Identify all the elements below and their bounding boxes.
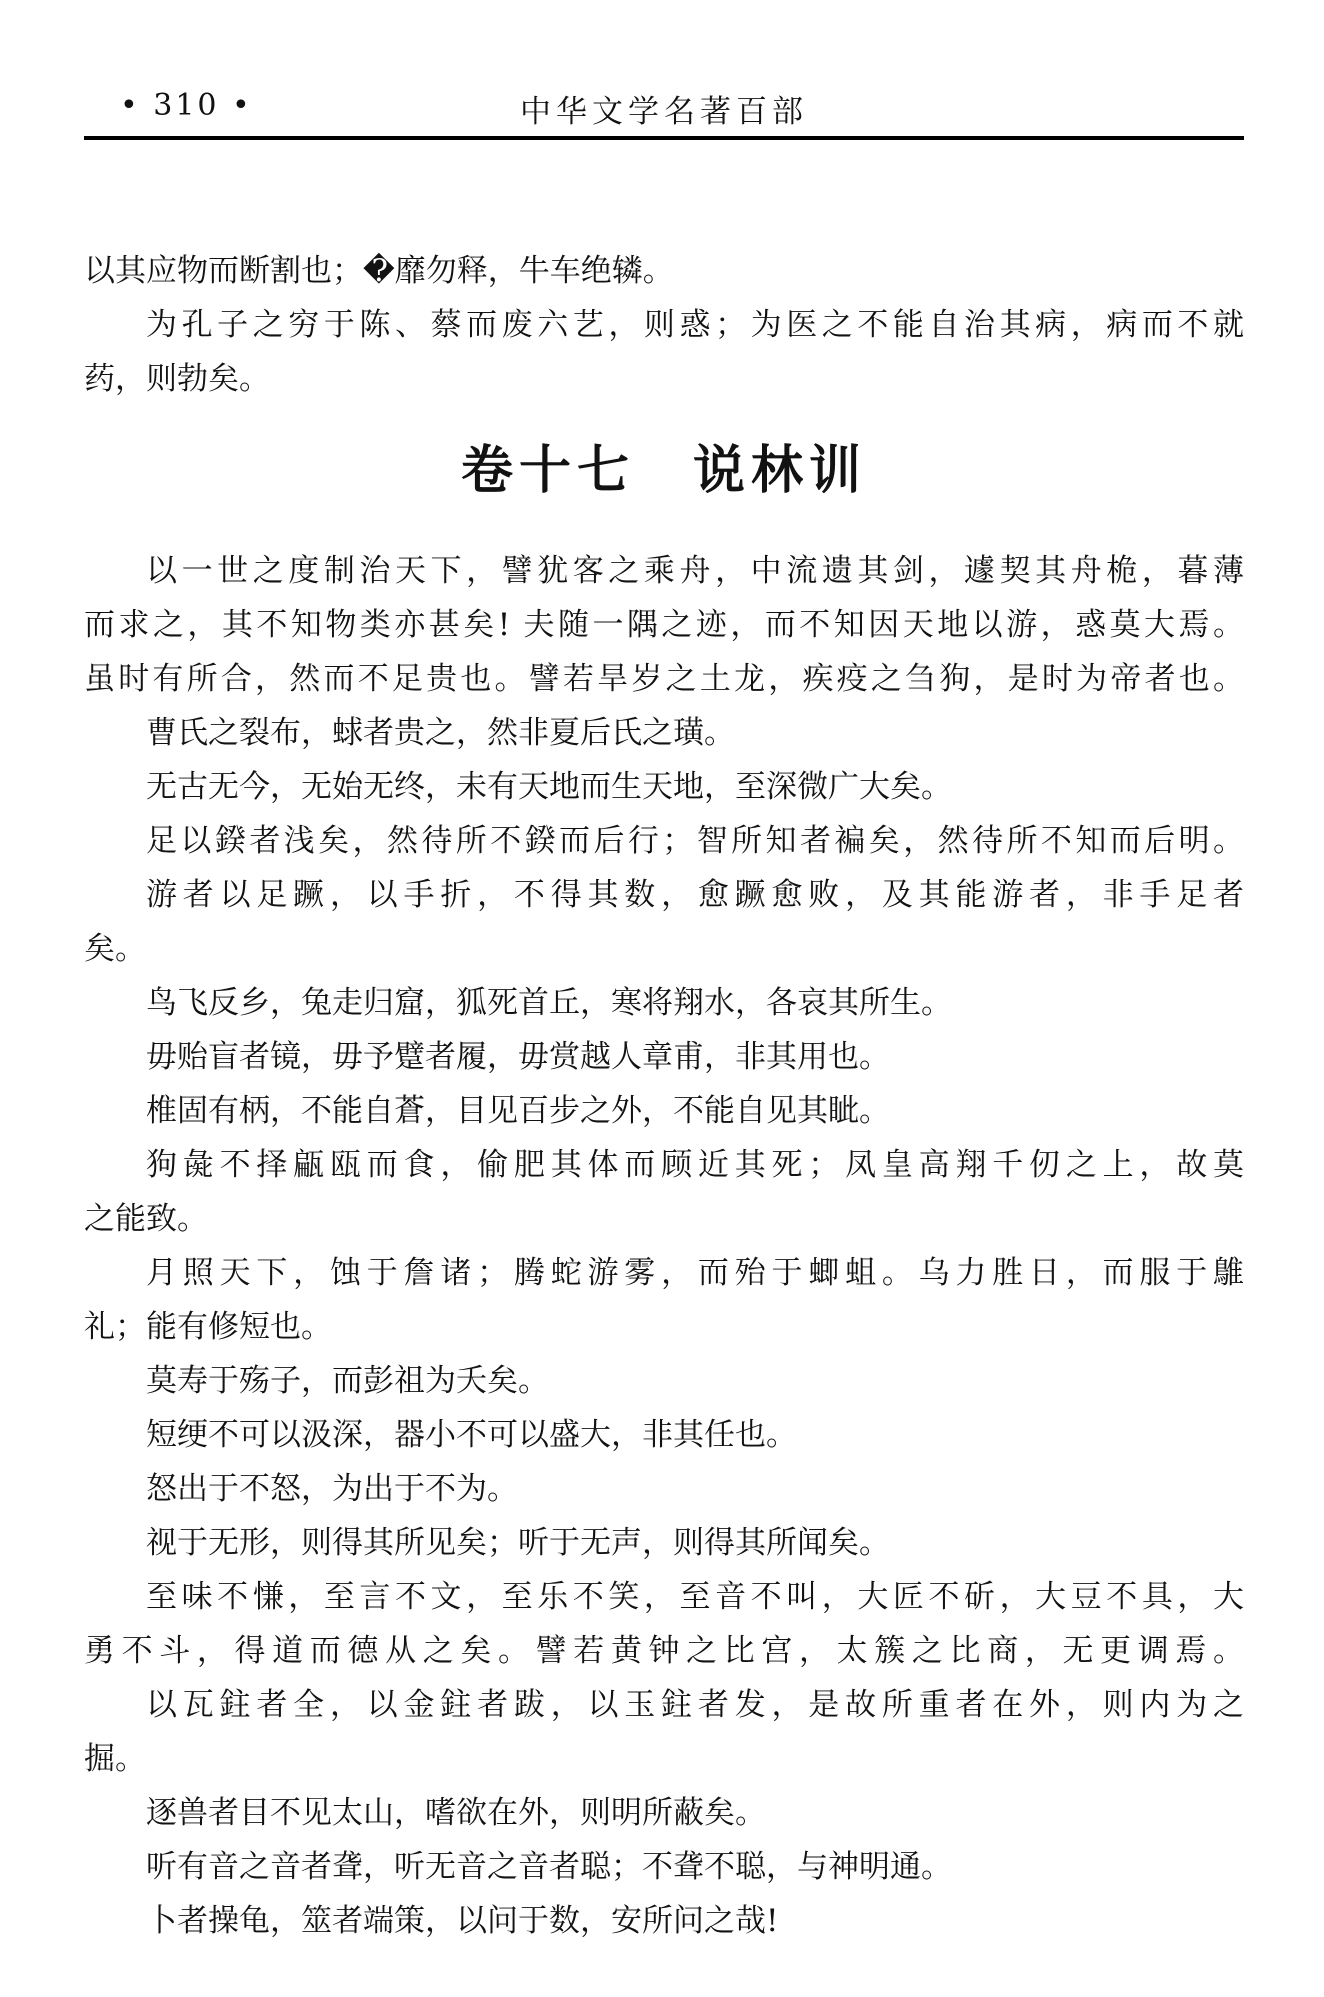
series-title: 中华文学名著百部 [520,94,808,130]
text-line: 卜者操龟，筮者端策，以问于数，安所问之哉! [146,1903,779,1939]
text-line: 以一世之度制治天下，譬犹客之乘舟，中流遗其剑，遽契其舟桅，暮薄 [146,553,1244,589]
text-line: 游者以足蹶，以手折，不得其数，愈蹶愈败，及其能游者，非手足者 [146,877,1244,913]
text-line: 足以鍨者浅矣，然待所不鍨而后行；智所知者褊矣，然待所不知而后明。 [146,823,1244,859]
running-header [84,86,1244,128]
text-line: 月照天下，蚀于詹诸；腾蛇游雾，而殆于蝍蛆。乌力胜日，而服于鵻 [146,1255,1244,1291]
text-line: 无古无今，无始无终，未有天地而生天地，至深微广大矣。 [146,769,952,805]
text-line: 椎固有柄，不能自蒼，目见百步之外，不能自见其眦。 [146,1093,890,1129]
text-line: 礼；能有修短也。 [84,1309,332,1345]
header-rule [84,136,1244,140]
text-line: 逐兽者目不见太山，嗜欲在外，则明所蔽矣。 [146,1795,766,1831]
text-line: 毋贻盲者镜，毋予躄者履，毋赏越人章甫，非其用也。 [146,1039,890,1075]
text-line: 以其应物而断割也；�靡勿释，牛车绝辚。 [84,253,674,289]
text-line: 矣。 [84,931,146,967]
text-line: 狗彘不择甂瓯而食，偷肥其体而顾近其死；凤皇高翔千仞之上，故莫 [146,1147,1244,1183]
text-line: 怒出于不怒，为出于不为。 [146,1471,518,1507]
text-line: 视于无形，则得其所见矣；听于无声，则得其所闻矣。 [146,1525,890,1561]
text-line: 至味不慊，至言不文，至乐不笑，至音不叫，大匠不斫，大豆不具，大 [146,1579,1244,1615]
text-line: 之能致。 [84,1201,208,1237]
text-line: 药，则勃矣。 [84,361,270,397]
chapter-title: 卷十七 说林训 [460,441,867,501]
page-body [84,244,1244,1948]
text-line: 勇不斗，得道而德从之矣。譬若黄钟之比宫，太簇之比商，无更调焉。 [84,1633,1244,1669]
text-line: 以瓦鉒者全，以金鉒者跋，以玉鉒者发，是故所重者在外，则内为之 [146,1687,1244,1723]
text-line: 而求之，其不知物类亦甚矣! 夫随一隅之迹，而不知因天地以游，惑莫大焉。 [84,607,1244,643]
page-number: • 310 • [120,88,253,123]
text-line: 掘。 [84,1741,146,1777]
text-line: 听有音之音者聋，听无音之音者聪；不聋不聪，与神明通。 [146,1849,952,1885]
text-line: 鸟飞反乡，兔走归窟，狐死首丘，寒将翔水，各哀其所生。 [146,985,952,1021]
text-line: 虽时有所合，然而不足贵也。譬若旱岁之土龙，疾疫之刍狗，是时为帝者也。 [84,661,1244,697]
text-line: 为孔子之穷于陈、蔡而废六艺，则惑；为医之不能自治其病，病而不就 [146,307,1244,343]
text-line: 曹氏之裂布，蛷者贵之，然非夏后氏之璜。 [146,715,735,751]
text-line: 莫寿于殇子，而彭祖为夭矣。 [146,1363,549,1399]
text-line: 短绠不可以汲深，器小不可以盛大，非其任也。 [146,1417,797,1453]
